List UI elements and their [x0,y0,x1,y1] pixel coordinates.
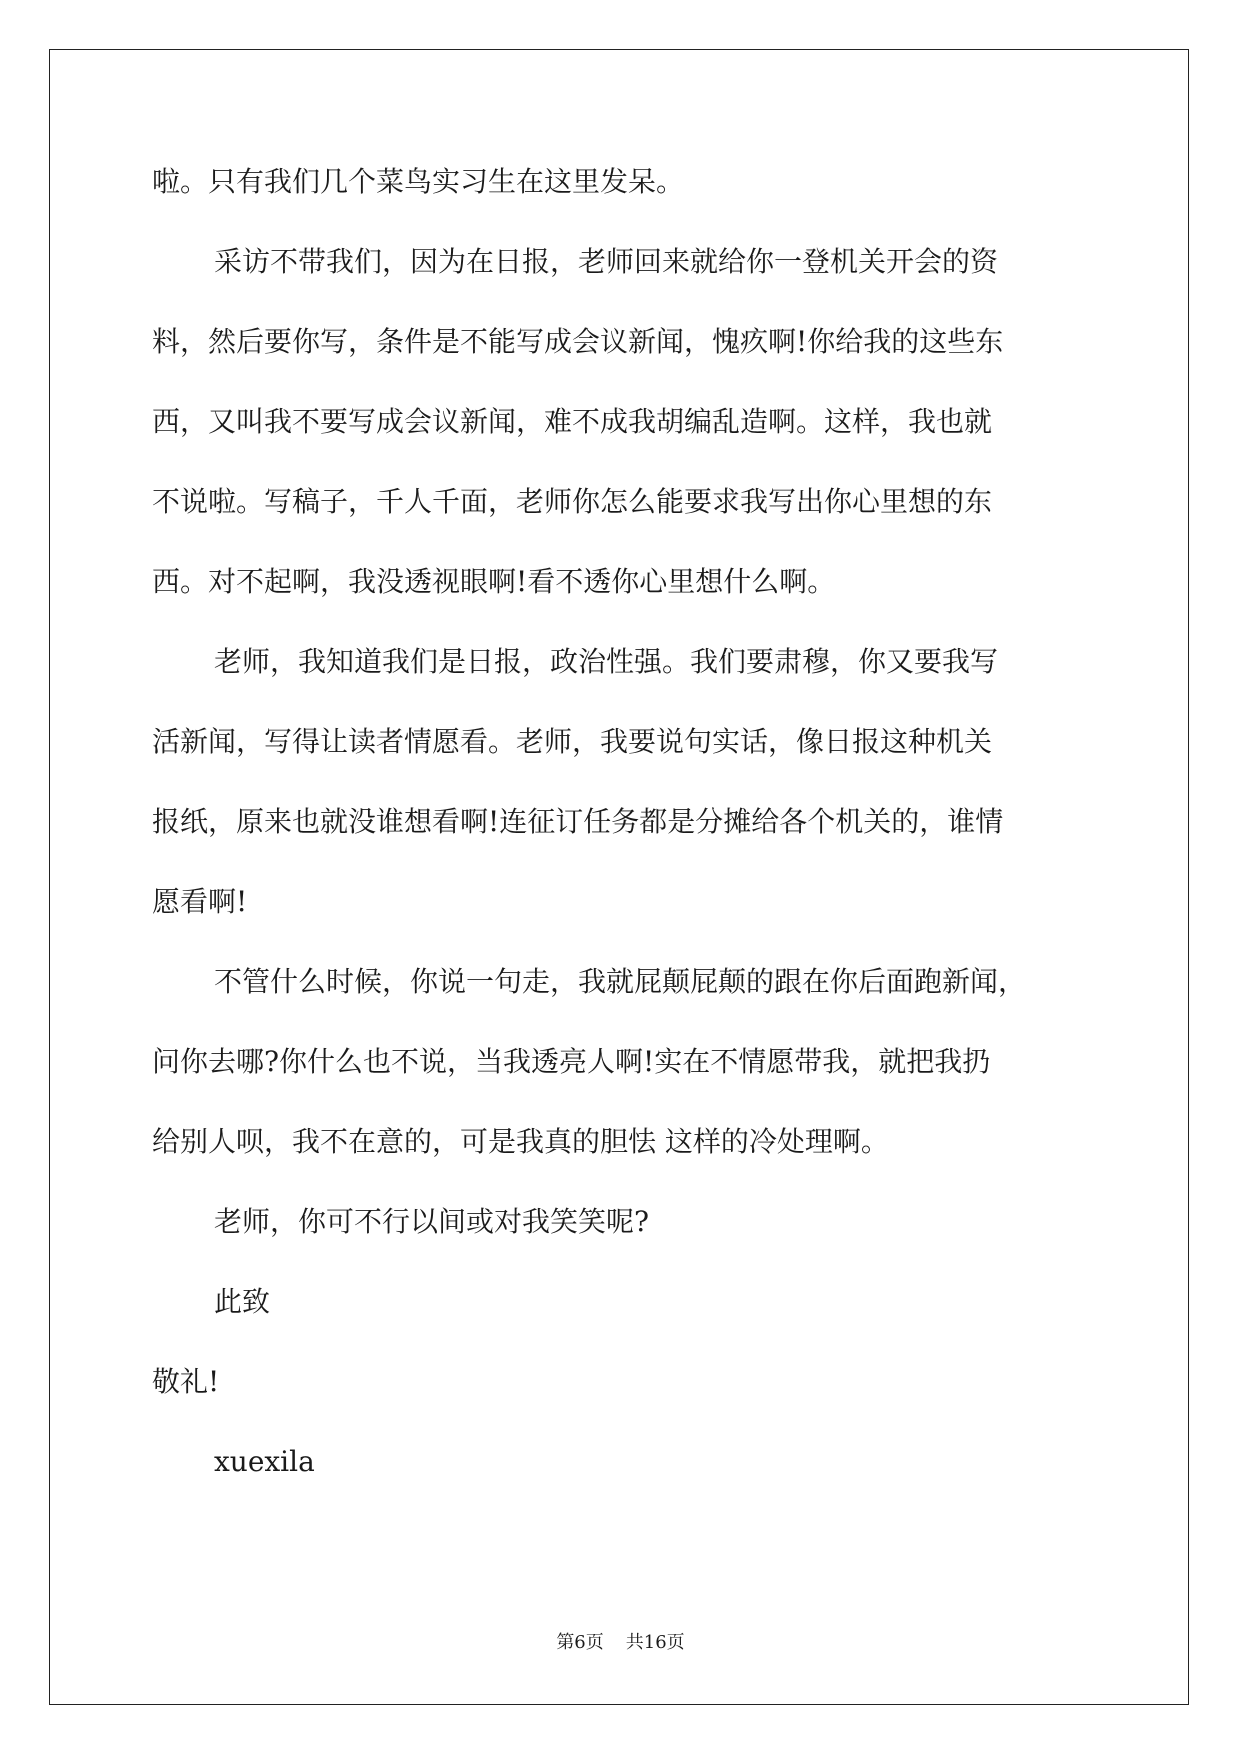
text-line: 给别人呗，我不在意的，可是我真的胆怯 这样的冷处理啊。 [152,1125,889,1158]
text-line: 不说啦。写稿子，千人千面，老师你怎么能要求我写出你心里想的东 [152,485,993,518]
text-line: 老师，我知道我们是日报，政治性强。我们要肃穆，你又要我写 [214,645,999,678]
closing-salutation [152,1282,1092,1322]
text-line: 此致 [214,1285,271,1318]
closing-regards [152,1362,1092,1402]
text-line: 愿看啊! [152,885,248,918]
paragraph [152,162,1092,202]
text-line: 问你去哪?你什么也不说，当我透亮人啊!实在不情愿带我，就把我扔 [152,1045,991,1078]
paragraph [152,642,1092,922]
text-line: 报纸，原来也就没谁想看啊!连征订任务都是分摊给各个机关的，谁情 [152,805,1004,838]
page-total: 共16页 [625,1632,685,1653]
text-line: 啦。只有我们几个菜鸟实习生在这里发呆。 [152,165,685,198]
text-line: 西，又叫我不要写成会议新闻，难不成我胡编乱造啊。这样，我也就 [152,405,993,438]
paragraph [152,962,1092,1162]
document-body [152,162,1092,1522]
page-footer [0,1628,1241,1654]
text-line: 料，然后要你写，条件是不能写成会议新闻，愧疚啊!你给我的这些东 [152,325,1004,358]
text-line: 老师，你可不行以间或对我笑笑呢? [214,1205,650,1238]
text-line: 不管什么时候，你说一句走，我就屁颠屁颠的跟在你后面跑新闻， [214,965,1027,998]
text-line: 西。对不起啊，我没透视眼啊!看不透你心里想什么啊。 [152,565,836,598]
text-line: 敬礼! [152,1365,220,1398]
signature-text: xuexila [214,1445,315,1478]
paragraph [152,1202,1092,1242]
signature [152,1442,1092,1482]
paragraph [152,242,1092,602]
text-line: 活新闻，写得让读者情愿看。老师，我要说句实话，像日报这种机关 [152,725,993,758]
text-line: 采访不带我们，因为在日报，老师回来就给你一登机关开会的资 [214,245,999,278]
page-number: 第6页 [556,1632,604,1653]
